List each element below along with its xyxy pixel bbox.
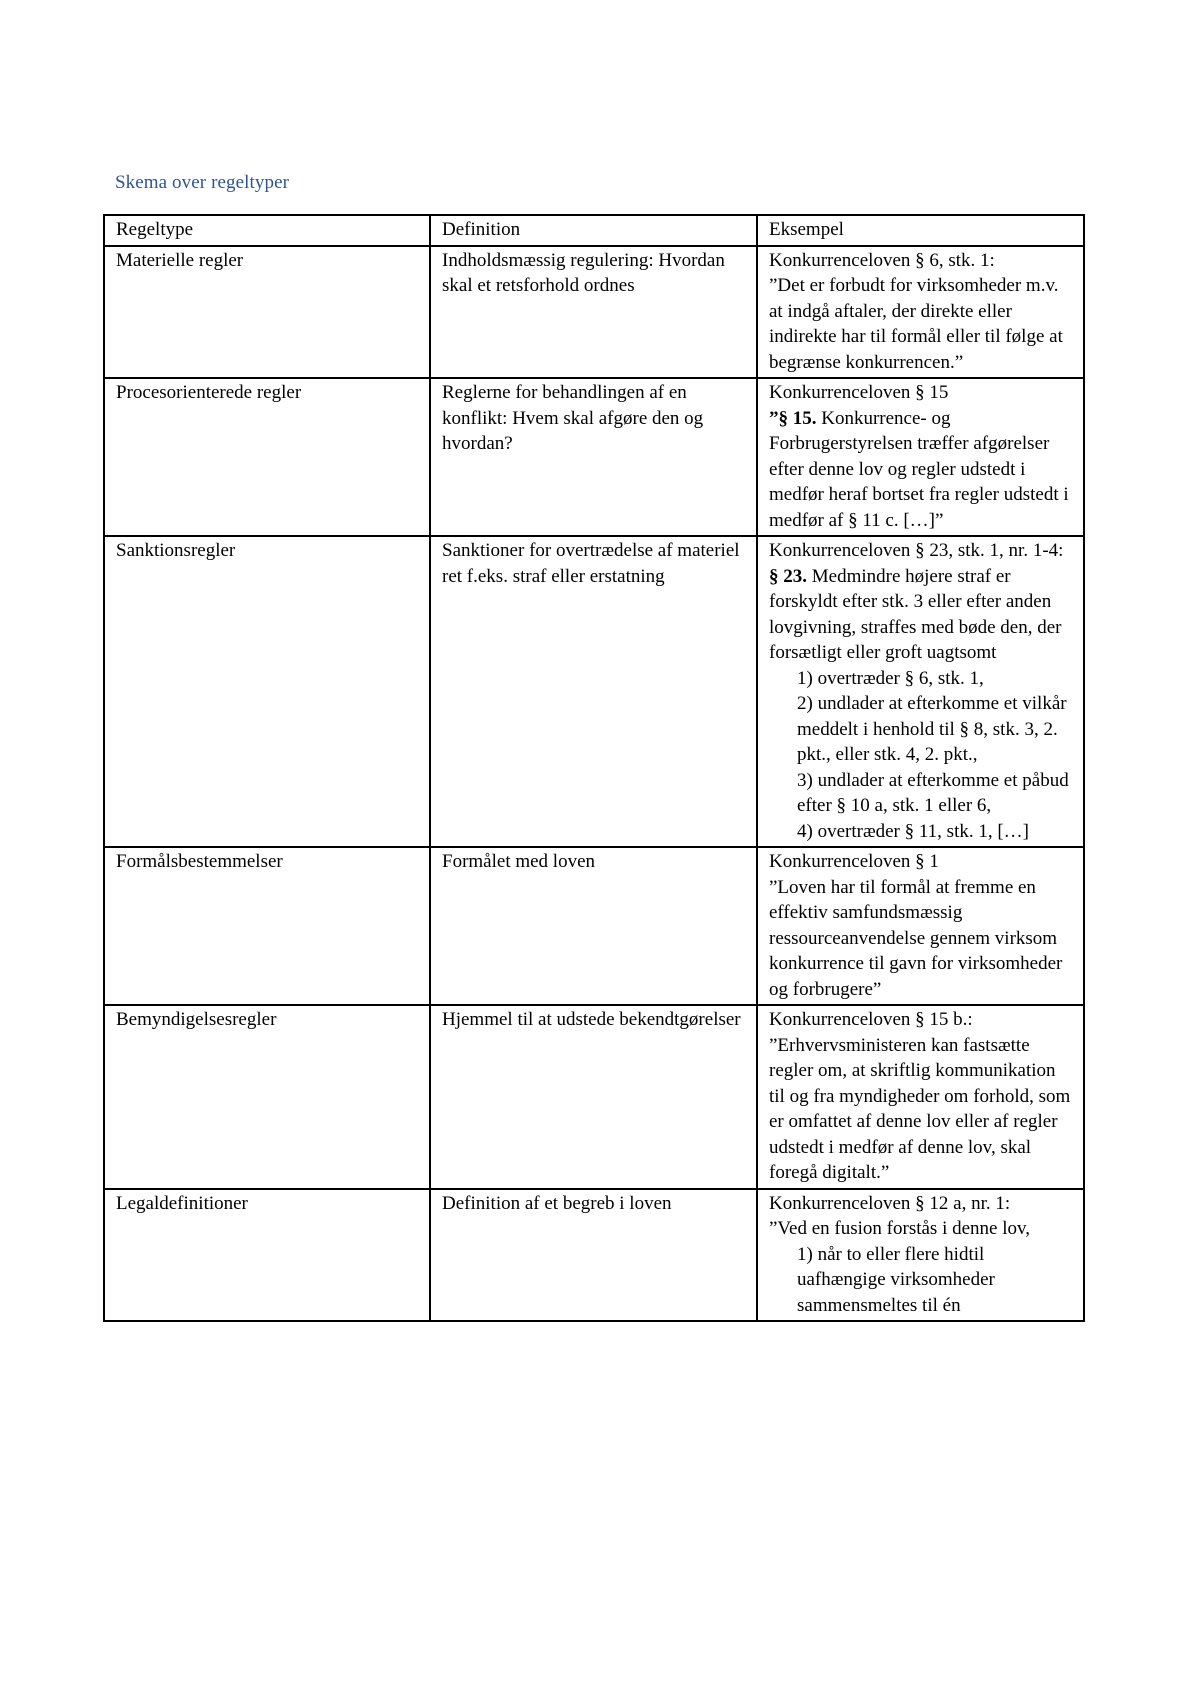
column-header-eksempel: Eksempel xyxy=(757,215,1084,246)
cell-eksempel xyxy=(757,847,1084,1005)
cell-regeltype: Legaldefinitioner xyxy=(104,1189,430,1322)
cell-definition: Definition af et begreb i loven xyxy=(430,1189,757,1322)
example-quote-text: ”Det er forbudt for virksomheder m.v. at indgå aftaler, der direkte eller indirekte har til formål eller til følge at begrænse konkurrencen.” xyxy=(769,275,1063,373)
column-header-definition: Definition xyxy=(430,215,757,246)
example-quote xyxy=(769,875,1073,1003)
example-list-item: 3) undlader at efterkomme et påbud efter § 10 a, stk. 1 eller 6, xyxy=(797,769,1069,816)
table-row xyxy=(104,536,1084,847)
example-quote-text: Medmindre højere straf er forskyldt efter stk. 3 eller efter anden lovgivning, straffes med bøde den, der forsætligt eller groft uagtsomt xyxy=(769,565,1062,663)
example-item-list xyxy=(769,1242,1073,1319)
cell-definition: Sanktioner for overtrædelse af materiel ret f.eks. straf eller erstatning xyxy=(430,536,757,847)
column-header-regeltype: Regeltype xyxy=(104,215,430,246)
table-row xyxy=(104,378,1084,536)
example-citation: Konkurrenceloven § 15 xyxy=(769,382,949,403)
table-header-row xyxy=(104,215,1084,246)
example-quote xyxy=(769,1033,1073,1186)
cell-regeltype: Sanktionsregler xyxy=(104,536,430,847)
example-quote xyxy=(769,273,1073,375)
example-citation: Konkurrenceloven § 23, stk. 1, nr. 1-4: xyxy=(769,540,1064,561)
example-citation: Konkurrenceloven § 6, stk. 1: xyxy=(769,249,995,271)
example-list-item: 2) undlader at efterkomme et vilkår meddelt i henhold til § 8, stk. 3, 2. pkt., eller stk. 4, 2. pkt., xyxy=(797,693,1067,765)
example-quote xyxy=(769,564,1073,666)
cell-eksempel xyxy=(757,246,1084,379)
example-quote-text: ”Loven har til formål at fremme en effektiv samfundsmæssig ressourceanvendelse gennem virksom konkurrence til gavn for virksomheder og forbrugere” xyxy=(769,876,1063,1000)
example-citation: Konkurrenceloven § 1 xyxy=(769,851,939,872)
example-list-item: 4) overtræder § 11, stk. 1, […] xyxy=(797,820,1029,842)
table-row xyxy=(104,847,1084,1005)
table-row xyxy=(104,1189,1084,1322)
cell-definition: Formålet med loven xyxy=(430,847,757,1005)
example-list-item: 1) overtræder § 6, stk. 1, xyxy=(797,667,984,689)
example-list-item: 1) når to eller flere hidtil uafhængige virksomheder sammensmeltes til én xyxy=(797,1243,995,1316)
cell-definition: Hjemmel til at udstede bekendtgørelser xyxy=(430,1005,757,1189)
example-quote xyxy=(769,1216,1073,1242)
cell-eksempel xyxy=(757,1005,1084,1189)
example-section-mark: § 23. xyxy=(769,565,807,587)
cell-definition: Indholdsmæssig regulering: Hvordan skal et retsforhold ordnes xyxy=(430,246,757,379)
cell-regeltype: Bemyndigelsesregler xyxy=(104,1005,430,1189)
example-section-mark: ”§ 15. xyxy=(769,407,817,429)
table-row xyxy=(104,1005,1084,1189)
cell-eksempel xyxy=(757,1189,1084,1322)
example-quote-text: Konkurrence- og Forbrugerstyrelsen træffer afgørelser efter denne lov og regler udstedt i medfør heraf bortset fra regler udstedt i medfør af § 11 c. […]” xyxy=(769,407,1069,531)
cell-eksempel xyxy=(757,536,1084,847)
example-item-list xyxy=(769,666,1073,845)
cell-definition: Reglerne for behandlingen af en konflikt: Hvem skal afgøre den og hvordan? xyxy=(430,378,757,536)
cell-eksempel xyxy=(757,378,1084,536)
example-citation: Konkurrenceloven § 15 b.: xyxy=(769,1009,973,1030)
rule-types-table xyxy=(103,214,1085,1322)
example-quote-text: ”Ved en fusion forstås i denne lov, xyxy=(769,1218,1031,1239)
table-row xyxy=(104,246,1084,379)
cell-regeltype: Materielle regler xyxy=(104,246,430,379)
example-citation: Konkurrenceloven § 12 a, nr. 1: xyxy=(769,1192,1011,1214)
cell-regeltype: Procesorienterede regler xyxy=(104,378,430,536)
example-quote-text: ”Erhvervsministeren kan fastsætte regler om, at skriftlig kommunikation til og fra myndigheder om forhold, som er omfattet af denne lov eller af regler udstedt i medfør af denne lov, skal foregå digitalt.” xyxy=(769,1034,1071,1183)
document-heading: Skema over regeltyper xyxy=(115,172,290,193)
cell-regeltype: Formålsbestemmelser xyxy=(104,847,430,1005)
example-quote xyxy=(769,406,1073,534)
